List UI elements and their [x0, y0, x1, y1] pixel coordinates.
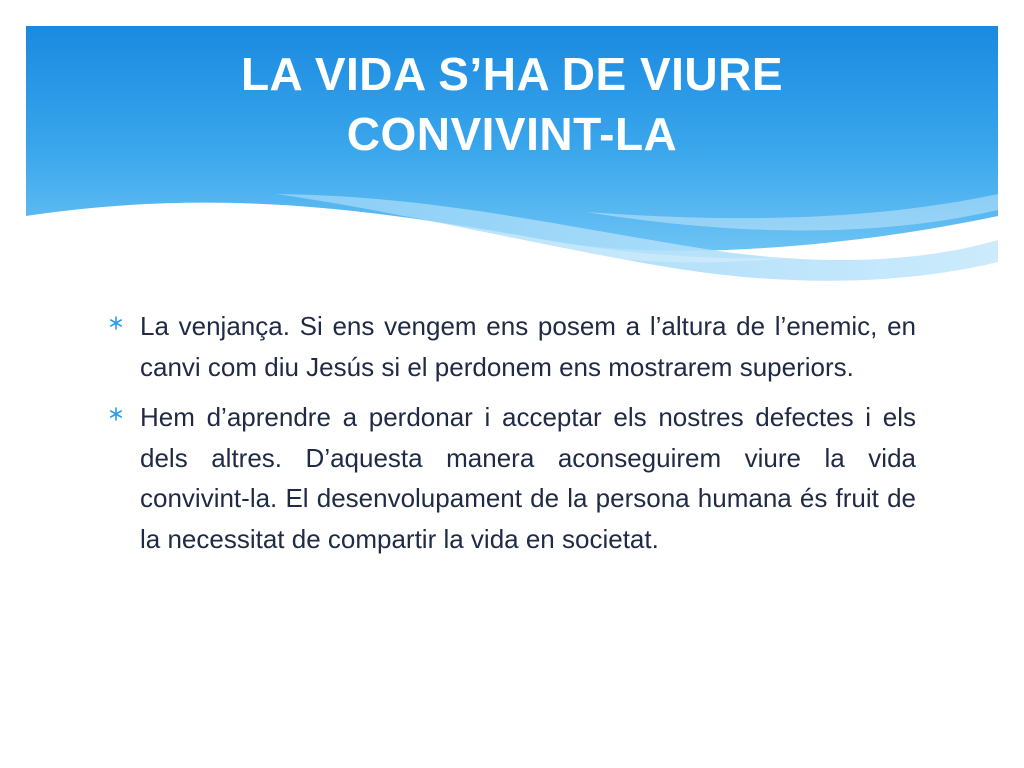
asterisk-icon	[108, 315, 124, 331]
asterisk-icon	[108, 406, 124, 422]
slide-title-line-1: LA VIDA S’HA DE VIURE	[240, 48, 784, 100]
bullet-item	[108, 397, 916, 559]
bullet-text: La venjança. Si ens vengem ens posem a l’altura de l’enemic, en canvi com diu Jesús si el perdonem ens mostrarem superiors.	[140, 311, 916, 382]
bullet-item	[108, 306, 916, 387]
slide-title	[26, 44, 998, 164]
slide-body	[108, 306, 916, 569]
title-banner	[26, 26, 998, 286]
bullet-list	[108, 306, 916, 559]
bullet-text: Hem d’aprendre a perdonar i acceptar els nostres defectes i els dels altres. D’aquesta manera aconseguirem viure la vida convivint-la. El desenvolupament de la persona humana és fruit de la necessitat de compartir la vida en societat.	[140, 402, 916, 554]
slide-title-line-2: CONVIVINT-LA	[346, 108, 678, 160]
